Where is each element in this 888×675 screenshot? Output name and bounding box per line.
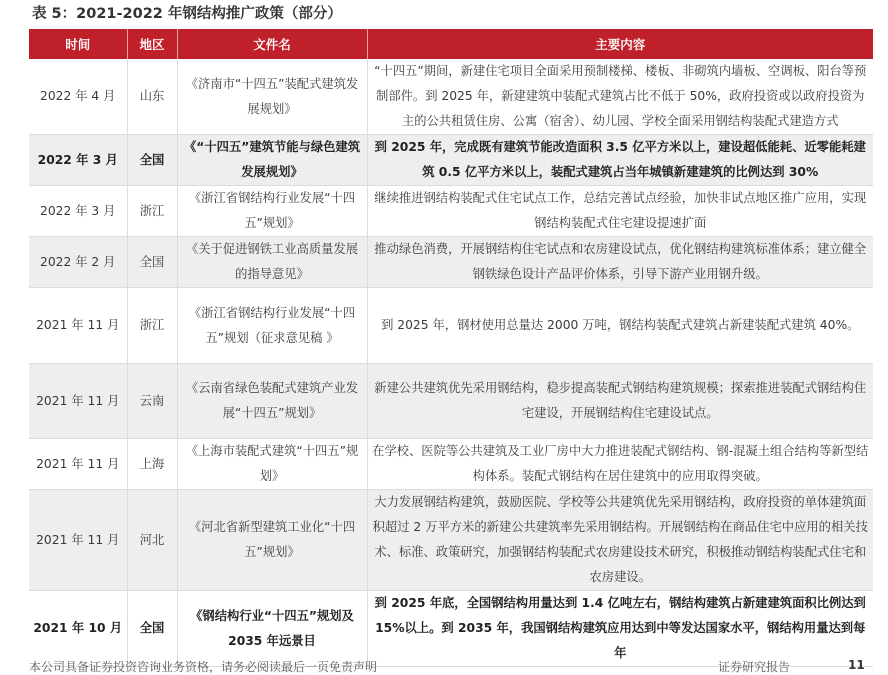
cell-time: 2022 年 3 月 xyxy=(29,135,127,186)
cell-region: 全国 xyxy=(127,591,177,667)
cell-content: 在学校、医院等公共建筑及工业厂房中大力推进装配式钢结构、钢-混凝土组合结构等新型结构体系。装配式钢结构在居住建筑中的应用取得突破。 xyxy=(367,439,873,490)
cell-content: 到 2025 年，完成既有建筑节能改造面积 3.5 亿平方米以上，建设超低能耗、近零能耗建筑 0.5 亿平方米以上，装配式建筑占当年城镇新建建筑的比例达到 30% xyxy=(367,135,873,186)
cell-file: 《钢结构行业“十四五”规划及 2035 年远景目 xyxy=(177,591,367,667)
table-row xyxy=(29,439,873,490)
table-row xyxy=(29,591,873,667)
cell-file: 《济南市“十四五”装配式建筑发展规划》 xyxy=(177,59,367,135)
cell-content: 到 2025 年底，全国钢结构用量达到 1.4 亿吨左右，钢结构建筑占新建建筑面积比例达到 15%以上。到 2035 年，我国钢结构建筑应用达到中等发达国家水平，钢结构用量达到每年 xyxy=(367,591,873,667)
cell-content: 大力发展钢结构建筑，鼓励医院、学校等公共建筑优先采用钢结构，政府投资的单体建筑面积超过 2 万平方米的新建公共建筑率先采用钢结构。开展钢结构在商品住宅中应用的相关技术、标准、政策研究，加强钢结构装配式农房建设技术研究，积极推动钢结构装配式住宅和农房建设。 xyxy=(367,490,873,591)
cell-file: 《上海市装配式建筑“十四五”规划》 xyxy=(177,439,367,490)
table-row xyxy=(29,364,873,439)
cell-region: 上海 xyxy=(127,439,177,490)
table-row xyxy=(29,490,873,591)
cell-region: 山东 xyxy=(127,59,177,135)
cell-time: 2022 年 4 月 xyxy=(29,59,127,135)
cell-content: 新建公共建筑优先采用钢结构，稳步提高装配式钢结构建筑规模；探索推进装配式钢结构住宅建设，开展钢结构住宅建设试点。 xyxy=(367,364,873,439)
header-region: 地区 xyxy=(127,29,177,59)
cell-file: 《“十四五”建筑节能与绿色建筑发展规划》 xyxy=(177,135,367,186)
table-row xyxy=(29,288,873,364)
table-row xyxy=(29,59,873,135)
cell-time: 2021 年 11 月 xyxy=(29,439,127,490)
cell-region: 全国 xyxy=(127,237,177,288)
cell-content: 到 2025 年，钢材使用总量达 2000 万吨，钢结构装配式建筑占新建装配式建筑 40%。 xyxy=(367,288,873,364)
cell-time: 2021 年 11 月 xyxy=(29,288,127,364)
cell-file: 《河北省新型建筑工业化“十四五”规划》 xyxy=(177,490,367,591)
cell-region: 河北 xyxy=(127,490,177,591)
cell-file: 《关于促进钢铁工业高质量发展的指导意见》 xyxy=(177,237,367,288)
cell-time: 2022 年 2 月 xyxy=(29,237,127,288)
cell-file: 《浙江省钢结构行业发展“十四五”规划（征求意见稿 》 xyxy=(177,288,367,364)
table-row xyxy=(29,237,873,288)
table-row xyxy=(29,135,873,186)
header-content: 主要内容 xyxy=(367,29,873,59)
cell-time: 2021 年 11 月 xyxy=(29,364,127,439)
cell-time: 2022 年 3 月 xyxy=(29,186,127,237)
cell-time: 2021 年 11 月 xyxy=(29,490,127,591)
table-title: 表 5：2021-2022 年钢结构推广政策（部分） xyxy=(32,6,342,22)
cell-region: 浙江 xyxy=(127,186,177,237)
cell-region: 云南 xyxy=(127,364,177,439)
cell-content: 继续推进钢结构装配式住宅试点工作，总结完善试点经验，加快非试点地区推广应用，实现钢结构装配式住宅建设提速扩面 xyxy=(367,186,873,237)
header-file: 文件名 xyxy=(177,29,367,59)
cell-region: 全国 xyxy=(127,135,177,186)
cell-file: 《浙江省钢结构行业发展“十四五”规划》 xyxy=(177,186,367,237)
footer-label: 证券研究报告 xyxy=(718,660,791,674)
page-number: 11 xyxy=(848,658,865,672)
footer-disclaimer: 本公司具备证券投资咨询业务资格，请务必阅读最后一页免责声明 xyxy=(29,660,378,674)
header-time: 时间 xyxy=(29,29,127,59)
table-header-row xyxy=(29,29,873,59)
cell-time: 2021 年 10 月 xyxy=(29,591,127,667)
policy-table xyxy=(29,29,873,667)
cell-file: 《云南省绿色装配式建筑产业发展“十四五”规划》 xyxy=(177,364,367,439)
cell-content: “十四五”期间，新建住宅项目全面采用预制楼梯、楼板、非砌筑内墙板、空调板、阳台等预制部件。到 2025 年，新建建筑中装配式建筑占比不低于 50%，政府投资或以政府投资为主的公共租赁住房、公寓（宿舍）、幼儿园、学校全面采用钢结构装配式建造方式 xyxy=(367,59,873,135)
table-row xyxy=(29,186,873,237)
cell-content: 推动绿色消费，开展钢结构住宅试点和农房建设试点，优化钢结构建筑标准体系；建立健全钢铁绿色设计产品评价体系，引导下游产业用钢升级。 xyxy=(367,237,873,288)
cell-region: 浙江 xyxy=(127,288,177,364)
